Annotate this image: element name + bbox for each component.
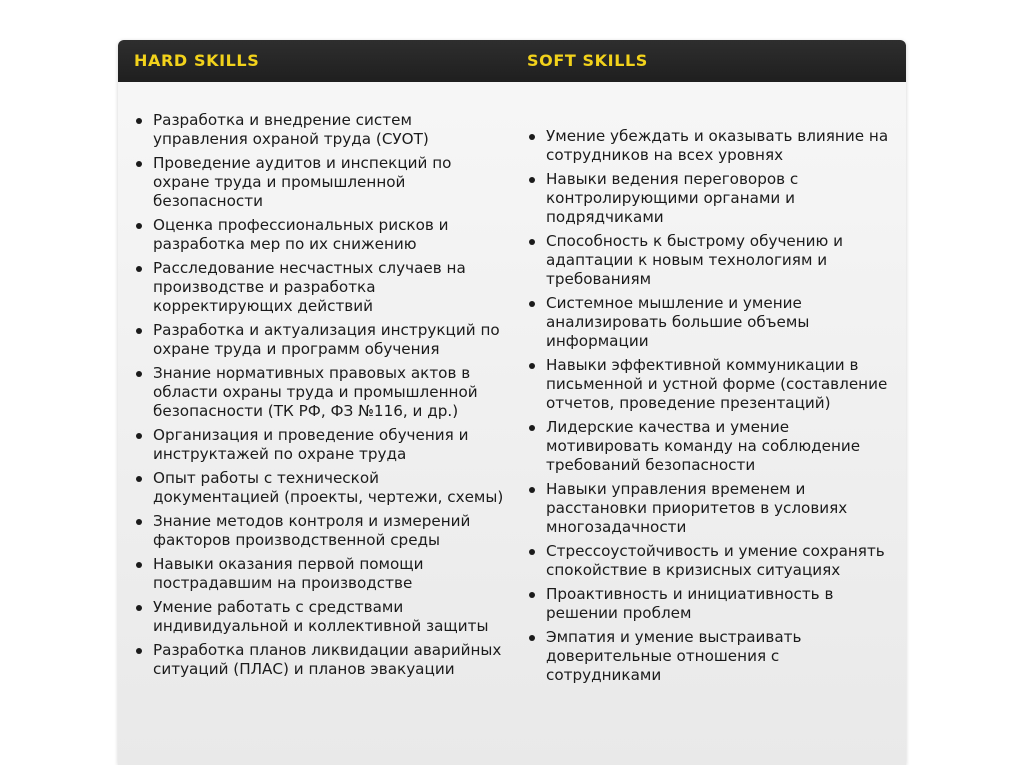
list-item-text: Опыт работы с технической документацией (проекты, чертежи, схемы) <box>153 469 504 506</box>
bullet-icon <box>529 301 535 307</box>
list-item <box>527 170 892 227</box>
list-item-text: Навыки оказания первой помощи пострадавшим на производстве <box>153 555 424 592</box>
list-item-text: Проактивность и инициативность в решении проблем <box>546 585 834 622</box>
bullet-icon <box>529 592 535 598</box>
bullet-icon <box>136 476 142 482</box>
list-item <box>527 294 892 351</box>
list-item-text: Разработка и внедрение систем управления охраной труда (СУОТ) <box>153 111 429 148</box>
hard-skills-list <box>134 111 506 684</box>
bullet-icon <box>529 487 535 493</box>
bullet-icon <box>529 425 535 431</box>
list-item-text: Стрессоустойчивость и умение сохранять спокойствие в кризисных ситуациях <box>546 542 885 579</box>
bullet-icon <box>529 549 535 555</box>
list-item-text: Системное мышление и умение анализировать большие объемы информации <box>546 294 810 350</box>
list-item <box>134 512 506 550</box>
list-item <box>134 216 506 254</box>
list-item-text: Проведение аудитов и инспекций по охране труда и промышленной безопасности <box>153 154 452 210</box>
list-item-text: Навыки эффективной коммуникации в письменной и устной форме (составление отчетов, проведение презентаций) <box>546 356 888 412</box>
list-item <box>134 641 506 679</box>
list-item-text: Расследование несчастных случаев на производстве и разработка корректирующих действий <box>153 259 466 315</box>
list-item-text: Оценка профессиональных рисков и разработка мер по их снижению <box>153 216 449 253</box>
list-item-text: Организация и проведение обучения и инструктажей по охране труда <box>153 426 469 463</box>
list-item <box>134 364 506 421</box>
list-item-text: Способность к быстрому обучению и адаптации к новым технологиям и требованиям <box>546 232 844 288</box>
bullet-icon <box>136 266 142 272</box>
list-item-text: Умение убеждать и оказывать влияние на сотрудников на всех уровнях <box>546 127 889 164</box>
list-item-text: Знание методов контроля и измерений факторов производственной среды <box>153 512 471 549</box>
list-item <box>527 356 892 413</box>
bullet-icon <box>136 371 142 377</box>
bullet-icon <box>136 519 142 525</box>
list-item <box>527 585 892 623</box>
hard-skills-title: HARD SKILLS <box>134 51 260 70</box>
list-item-text: Разработка планов ликвидации аварийных ситуаций (ПЛАС) и планов эвакуации <box>153 641 502 678</box>
list-item <box>527 127 892 165</box>
list-item <box>134 111 506 149</box>
bullet-icon <box>136 118 142 124</box>
bullet-icon <box>529 177 535 183</box>
list-item-text: Навыки управления временем и расстановки приоритетов в условиях многозадачности <box>546 480 848 536</box>
bullet-icon <box>136 161 142 167</box>
list-item <box>134 154 506 211</box>
list-item-text: Умение работать с средствами индивидуальной и коллективной защиты <box>153 598 489 635</box>
soft-skills-title: SOFT SKILLS <box>527 51 648 70</box>
bullet-icon <box>136 605 142 611</box>
list-item-text: Лидерские качества и умение мотивировать команду на соблюдение требований безопасности <box>546 418 861 474</box>
bullet-icon <box>136 433 142 439</box>
bullet-icon <box>136 328 142 334</box>
bullet-icon <box>529 239 535 245</box>
list-item <box>527 418 892 475</box>
skills-header <box>118 40 906 82</box>
list-item <box>527 628 892 685</box>
list-item <box>134 259 506 316</box>
bullet-icon <box>136 648 142 654</box>
skills-card <box>118 40 906 765</box>
bullet-icon <box>136 562 142 568</box>
list-item <box>134 598 506 636</box>
bullet-icon <box>136 223 142 229</box>
list-item <box>134 555 506 593</box>
list-item <box>134 469 506 507</box>
bullet-icon <box>529 134 535 140</box>
list-item-text: Навыки ведения переговоров с контролирующими органами и подрядчиками <box>546 170 799 226</box>
list-item <box>134 321 506 359</box>
bullet-icon <box>529 635 535 641</box>
soft-skills-list <box>527 127 892 690</box>
list-item-text: Знание нормативных правовых актов в области охраны труда и промышленной безопасности (ТК РФ, ФЗ №116, и др.) <box>153 364 478 420</box>
bullet-icon <box>529 363 535 369</box>
list-item <box>527 232 892 289</box>
list-item-text: Разработка и актуализация инструкций по охране труда и программ обучения <box>153 321 500 358</box>
list-item <box>527 542 892 580</box>
list-item <box>134 426 506 464</box>
list-item <box>527 480 892 537</box>
list-item-text: Эмпатия и умение выстраивать доверительные отношения с сотрудниками <box>546 628 802 684</box>
